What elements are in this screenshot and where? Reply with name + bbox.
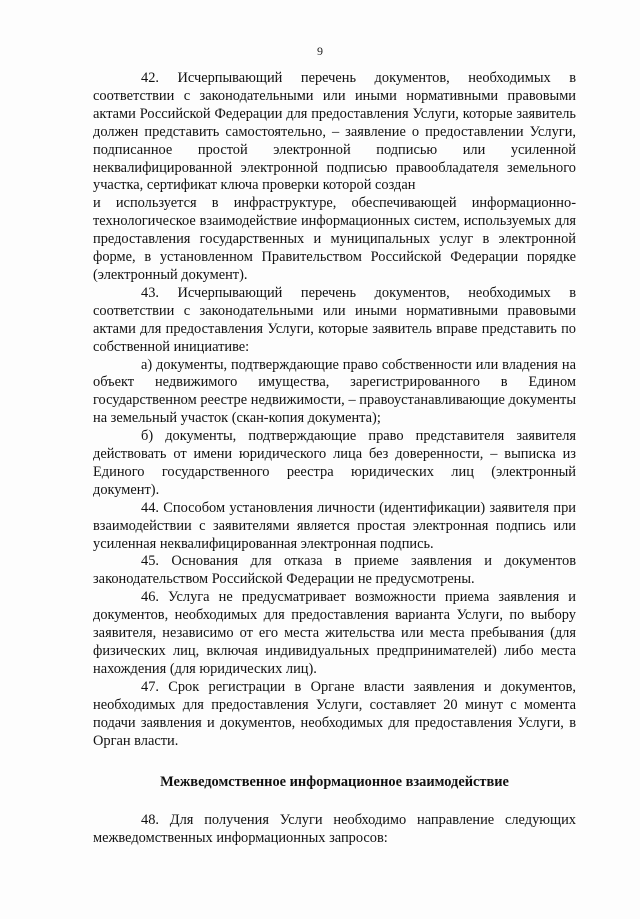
paragraph-47: 47. Срок регистрации в Органе власти заявления и документов, необходимых для предоставления Услуги, составляет 20 минут с момента подачи заявления и документов, необходимых для предоставления Услуги, в Орган власти. [93, 678, 576, 749]
paragraph-43-b: б) документы, подтверждающие право представителя заявителя действовать от имени юридического лица без доверенности, – выписка из Единого государственного реестра юридических лиц (электронный документ). [93, 428, 576, 498]
paragraph-42: 42. Исчерпывающий перечень документов, необходимых в соответствии с законодательными или иными нормативными правовыми актами Российской Федерации для предоставления Услуги, которые заявитель должен представить самостоятельно, – заявление о предоставлении Услуги, подписанное простой электронной подписью или усиленной неквалифицированной электронной подписью правообладателя земельного участка, сертификат ключа проверки которой создан [93, 70, 576, 194]
section-heading: Межведомственное информационное взаимодействие [160, 774, 509, 791]
paragraph-44: 44. Способом установления личности (идентификации) заявителя при взаимодействии с заявителями является простая электронная подпись или усиленная неквалифицированная электронная подпись. [93, 499, 576, 552]
paragraph-43-a: а) документы, подтверждающие право собственности или владения на объект недвижимого имущества, зарегистрированного в Едином государственном реестре недвижимости, – правоустанавливающие документы на земельный участок (скан-копия документа); [93, 356, 576, 427]
page-number: 9 [317, 44, 323, 58]
paragraph-42-continued: и используется в инфраструктуре, обеспечивающей информационно-технологическое взаимодействие информационных систем, используемых для предоставления государственных и муниципальных услуг в электронной форме, в установленном Правительством Российской Федерации порядке (электронный документ). [93, 195, 576, 283]
document-body [93, 70, 576, 848]
paragraph-45: 45. Основания для отказа в приеме заявления и документов законодательством Российской Федерации не предусмотрены. [93, 553, 576, 588]
paragraph-43: 43. Исчерпывающий перечень документов, необходимых в соответствии с законодательными или иными нормативными правовыми актами для предоставления Услуги, которые заявитель вправе представить по собственной инициативе: [93, 284, 576, 355]
paragraph-46: 46. Услуга не предусматривает возможности приема заявления и документов, необходимых для предоставления варианта Услуги, по выбору заявителя, независимо от его места жительства или места пребывания (для физических лиц, включая индивидуальных предпринимателей) либо места нахождения (для юридических лиц). [93, 589, 576, 677]
paragraph-48: 48. Для получения Услуги необходимо направление следующих межведомственных информационных запросов: [93, 812, 576, 847]
